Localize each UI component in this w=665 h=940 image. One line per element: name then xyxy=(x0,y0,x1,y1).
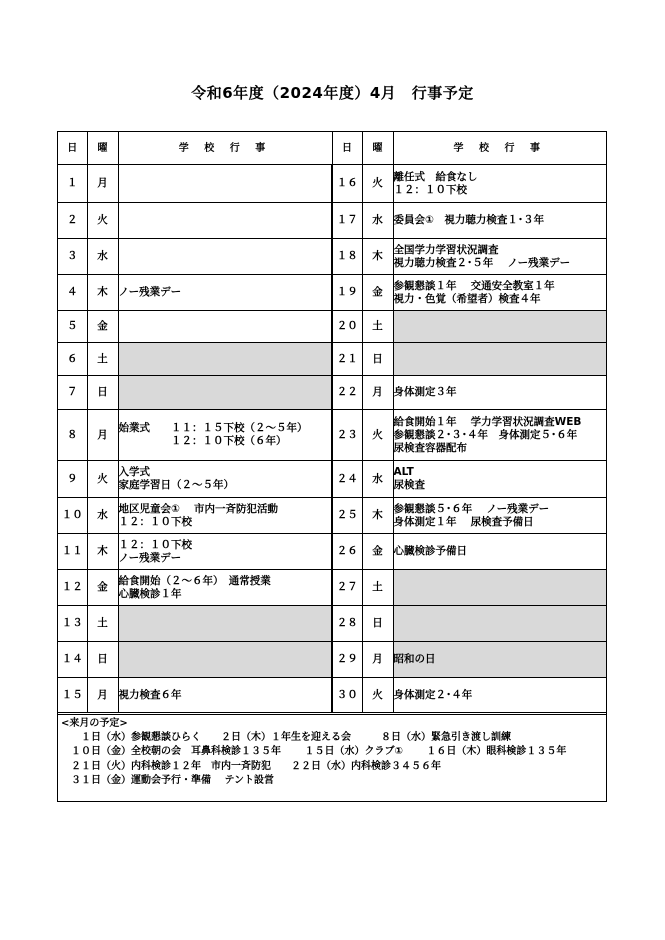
schedule-row xyxy=(58,642,606,678)
weekday-cell-right: 土 xyxy=(362,570,393,606)
events-cell-left xyxy=(118,311,332,343)
header-events-right: 学 校 行 事 xyxy=(393,132,606,165)
events-cell-left xyxy=(118,203,332,239)
schedule-row xyxy=(58,343,606,376)
day-cell-right: ２１ xyxy=(332,343,362,376)
weekday-cell-right: 月 xyxy=(362,642,393,678)
schedule-row xyxy=(58,311,606,343)
day-cell-right: １７ xyxy=(332,203,362,239)
day-cell-left: １４ xyxy=(58,642,87,678)
weekday-cell-left: 火 xyxy=(87,203,118,239)
schedule-row xyxy=(58,534,606,570)
events-cell-left: 給食開始（２～６年） 通常授業 心臓検診１年 xyxy=(118,570,332,606)
weekday-cell-left: 水 xyxy=(87,239,118,275)
weekday-cell-left: 木 xyxy=(87,534,118,570)
schedule-row xyxy=(58,570,606,606)
events-cell-right: ALT 尿検査 xyxy=(393,461,606,498)
header-weekday-right: 曜 xyxy=(362,132,393,165)
day-cell-right: ３０ xyxy=(332,678,362,713)
next-month-line: １０日（金）全校朝の会 耳鼻科検診１３５年 １５日（水）クラブ① １６日（木）眼科検診１３５年 xyxy=(61,746,567,758)
events-cell-right xyxy=(393,606,606,642)
day-cell-left: ７ xyxy=(58,376,87,410)
weekday-cell-right: 木 xyxy=(362,498,393,534)
schedule-row xyxy=(58,498,606,534)
day-cell-left: ９ xyxy=(58,461,87,498)
next-month-section xyxy=(58,714,606,801)
schedule-row xyxy=(58,203,606,239)
weekday-cell-right: 水 xyxy=(362,203,393,239)
events-cell-left: 入学式 家庭学習日（２～５年） xyxy=(118,461,332,498)
events-cell-right: 委員会① 視力聴力検査１･３年 xyxy=(393,203,606,239)
weekday-cell-right: 金 xyxy=(362,275,393,311)
schedule-sheet xyxy=(57,131,607,802)
day-cell-left: ８ xyxy=(58,410,87,461)
schedule-row xyxy=(58,410,606,461)
header-weekday-left: 曜 xyxy=(87,132,118,165)
schedule-row xyxy=(58,239,606,275)
header-day-right: 日 xyxy=(332,132,362,165)
weekday-cell-left: 土 xyxy=(87,343,118,376)
day-cell-right: ２３ xyxy=(332,410,362,461)
page-title: 令和6年度（2024年度）4月 行事予定 xyxy=(191,84,474,102)
schedule-row xyxy=(58,678,606,713)
events-cell-left xyxy=(118,376,332,410)
weekday-cell-left: 土 xyxy=(87,606,118,642)
day-cell-right: ２０ xyxy=(332,311,362,343)
weekday-cell-left: 火 xyxy=(87,461,118,498)
weekday-cell-right: 火 xyxy=(362,678,393,713)
events-cell-left: 地区児童会① 市内一斉防犯活動 １２：１０下校 xyxy=(118,498,332,534)
events-cell-left xyxy=(118,642,332,678)
header-events-left: 学 校 行 事 xyxy=(118,132,332,165)
day-cell-left: ２ xyxy=(58,203,87,239)
weekday-cell-right: 土 xyxy=(362,311,393,343)
schedule-row xyxy=(58,461,606,498)
day-cell-right: ２５ xyxy=(332,498,362,534)
events-cell-left xyxy=(118,239,332,275)
weekday-cell-right: 火 xyxy=(362,165,393,203)
day-cell-left: ６ xyxy=(58,343,87,376)
events-cell-left: ノー残業デー xyxy=(118,275,332,311)
day-cell-left: １５ xyxy=(58,678,87,713)
weekday-cell-left: 水 xyxy=(87,498,118,534)
day-cell-left: １２ xyxy=(58,570,87,606)
day-cell-right: ２７ xyxy=(332,570,362,606)
events-cell-right: 離任式 給食なし １２：１０下校 xyxy=(393,165,606,203)
day-cell-right: １６ xyxy=(332,165,362,203)
weekday-cell-left: 金 xyxy=(87,311,118,343)
schedule-row xyxy=(58,165,606,203)
events-cell-left: １２：１０下校 ノー残業デー xyxy=(118,534,332,570)
weekday-cell-right: 金 xyxy=(362,534,393,570)
day-cell-left: １３ xyxy=(58,606,87,642)
events-cell-right: 給食開始１年 学力学習状況調査WEB 参観懇談２･３･４年 身体測定５･６年 尿検査容器配布 xyxy=(393,410,606,461)
weekday-cell-right: 水 xyxy=(362,461,393,498)
header-day-left: 日 xyxy=(58,132,87,165)
schedule-table xyxy=(58,132,606,713)
next-month-line: ２１日（火）内科検診１２年 市内一斉防犯 ２２日（水）内科検診３４５６年 xyxy=(61,760,441,772)
events-cell-right: 全国学力学習状況調査 視力聴力検査２･５年 ノー残業デー xyxy=(393,239,606,275)
events-cell-left xyxy=(118,606,332,642)
day-cell-right: ２６ xyxy=(332,534,362,570)
day-cell-left: １０ xyxy=(58,498,87,534)
events-cell-right: 昭和の日 xyxy=(393,642,606,678)
events-cell-right xyxy=(393,570,606,606)
schedule-row xyxy=(58,275,606,311)
weekday-cell-left: 月 xyxy=(87,165,118,203)
header-row xyxy=(58,132,606,165)
weekday-cell-left: 日 xyxy=(87,376,118,410)
day-cell-right: ２２ xyxy=(332,376,362,410)
events-cell-right xyxy=(393,343,606,376)
weekday-cell-right: 月 xyxy=(362,376,393,410)
events-cell-right xyxy=(393,311,606,343)
schedule-body xyxy=(58,165,606,713)
day-cell-left: ３ xyxy=(58,239,87,275)
next-month-line: ３１日（金）運動会予行・準備 テント設営 xyxy=(61,774,274,786)
weekday-cell-right: 木 xyxy=(362,239,393,275)
events-cell-right: 身体測定２･４年 xyxy=(393,678,606,713)
day-cell-right: ２４ xyxy=(332,461,362,498)
weekday-cell-right: 火 xyxy=(362,410,393,461)
day-cell-right: ２９ xyxy=(332,642,362,678)
next-month-line: １日（水）参観懇談ひらく ２日（木）１年生を迎える会 ８日（水）緊急引き渡し訓練 xyxy=(61,732,511,744)
next-month-heading: <来月の予定> xyxy=(61,718,128,729)
weekday-cell-right: 日 xyxy=(362,606,393,642)
weekday-cell-left: 木 xyxy=(87,275,118,311)
schedule-row xyxy=(58,376,606,410)
weekday-cell-left: 月 xyxy=(87,410,118,461)
day-cell-left: １ xyxy=(58,165,87,203)
weekday-cell-right: 日 xyxy=(362,343,393,376)
day-cell-right: １９ xyxy=(332,275,362,311)
weekday-cell-left: 月 xyxy=(87,678,118,713)
day-cell-left: １１ xyxy=(58,534,87,570)
day-cell-right: ２８ xyxy=(332,606,362,642)
events-cell-left xyxy=(118,343,332,376)
weekday-cell-left: 金 xyxy=(87,570,118,606)
events-cell-right: 身体測定３年 xyxy=(393,376,606,410)
events-cell-left xyxy=(118,165,332,203)
schedule-row xyxy=(58,606,606,642)
events-cell-left: 始業式 １１：１５下校（２～５年） １２：１０下校（６年） xyxy=(118,410,332,461)
day-cell-right: １８ xyxy=(332,239,362,275)
day-cell-left: ５ xyxy=(58,311,87,343)
events-cell-right: 心臓検診予備日 xyxy=(393,534,606,570)
events-cell-left: 視力検査６年 xyxy=(118,678,332,713)
events-cell-right: 参観懇談５･６年 ノー残業デー 身体測定１年 尿検査予備日 xyxy=(393,498,606,534)
day-cell-left: ４ xyxy=(58,275,87,311)
events-cell-right: 参観懇談１年 交通安全教室１年 視力・色覚（希望者）検査４年 xyxy=(393,275,606,311)
weekday-cell-left: 日 xyxy=(87,642,118,678)
